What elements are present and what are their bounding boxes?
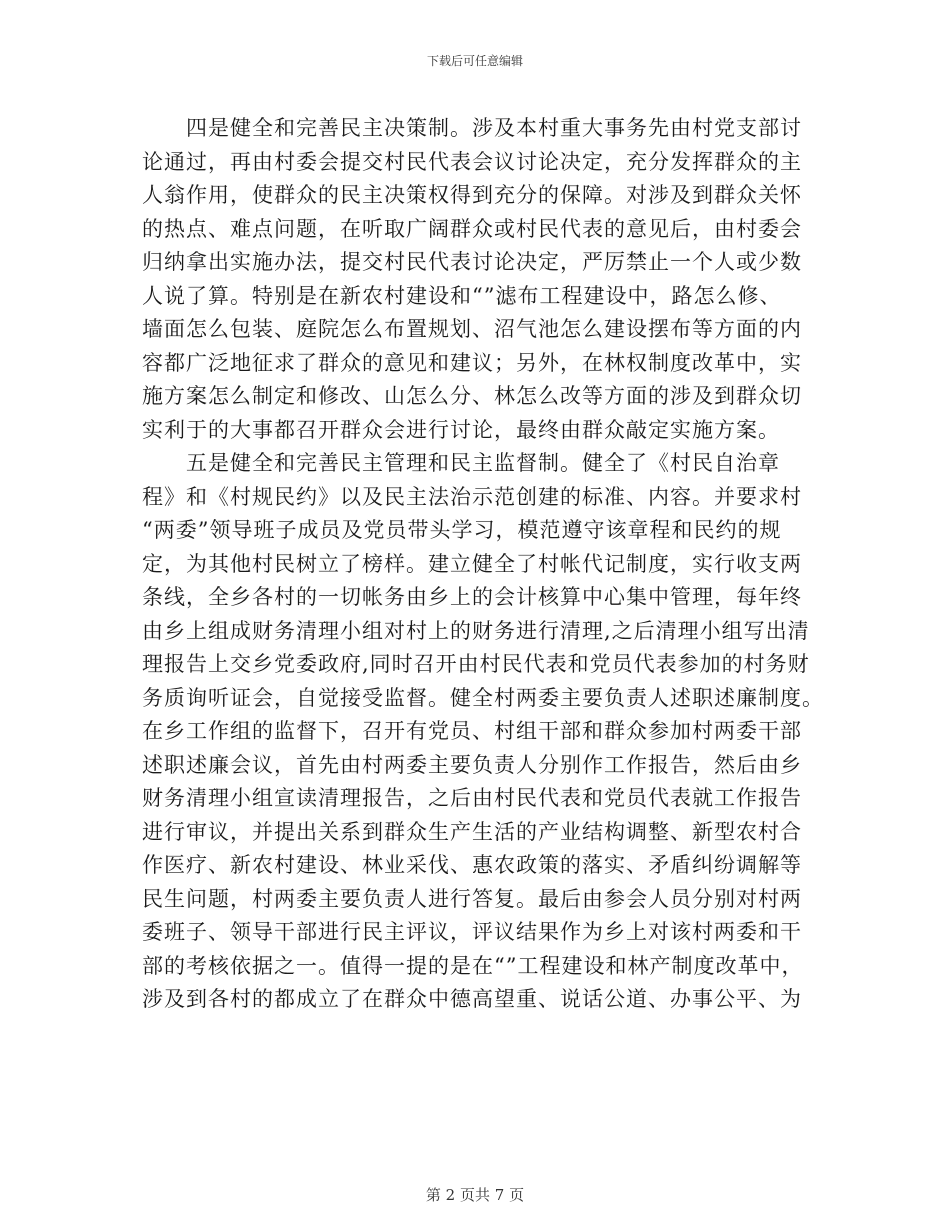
text-line: 施方案怎么制定和修改、山怎么分、林怎么改等方面的涉及到群众切: [142, 384, 802, 408]
paragraph-management-supervision: [142, 447, 824, 1017]
text-line: 务质询听证会，自觉接受监督。健全村两委主要负责人述职述廉制度。: [142, 685, 824, 710]
text-line: 人说了算。特别是在新农村建设和“”滤布工程建设中，路怎么修、: [142, 283, 782, 308]
text-line: “两委”领导班子成员及党员带头学习，模范遵守该章程和民约的规: [142, 518, 782, 542]
text-line: 定，为其他村民树立了榜样。建立健全了村帐代记制度，实行收支两: [142, 551, 802, 576]
text-line: 民生问题，村两委主要负责人进行答复。最后由参会人员分别对村两: [142, 886, 802, 911]
text-line: 作医疗、新农村建设、林业采伐、惠农政策的落实、矛盾纠纷调解等: [142, 853, 802, 877]
text-line: 条线，全乡各村的一切帐务由乡上的会计核算中心集中管理，每年终: [142, 585, 802, 609]
text-line: 容都广泛地征求了群众的意见和建议；另外，在林权制度改革中，实: [142, 350, 802, 375]
page-footer: 第 2 页共 7 页: [425, 1186, 525, 1204]
text-line: 述职述廉会议，首先由村两委主要负责人分别作工作报告，然后由乡: [142, 752, 802, 777]
document-body: [142, 112, 824, 1017]
text-line: 墙面怎么包装、庭院怎么布置规划、沼气池怎么建设摆布等方面的内: [142, 317, 802, 341]
text-line: 涉及到各村的都成立了在群众中德高望重、说话公道、办事公平、为: [142, 987, 802, 1011]
text-line: 理报告上交乡党委政府,同时召开由村民代表和党员代表参加的村务财: [142, 652, 810, 676]
text-line: 财务清理小组宣读清理报告，之后由村民代表和党员代表就工作报告: [142, 786, 802, 810]
paragraph-decision-system: [142, 112, 802, 447]
text-line: 进行审议，并提出关系到群众生产生活的产业结构调整、新型农村合: [142, 819, 802, 844]
text-line: 四是健全和完善民主决策制。涉及本村重大事务先由村党支部讨: [142, 116, 802, 140]
text-line: 的热点、难点问题，在听取广阔群众或村民代表的意见后，由村委会: [142, 216, 802, 241]
text-line: 程》和《村规民约》以及民主法治示范创建的标准、内容。并要求村: [142, 484, 802, 509]
text-line: 论通过，再由村委会提交村民代表会议讨论决定，充分发挥群众的主: [142, 149, 802, 174]
text-line: 委班子、领导干部进行民主评议，评议结果作为乡上对该村两委和干: [142, 920, 802, 944]
text-line: 实利于的大事都召开群众会进行讨论，最终由群众敲定实施方案。: [142, 417, 780, 442]
text-line: 归纳拿出实施办法，提交村民代表讨论决定，严厉禁止一个人或少数: [142, 250, 802, 274]
text-line: 五是健全和完善民主管理和民主监督制。健全了《村民自治章: [142, 451, 780, 475]
text-line: 在乡工作组的监督下，召开有党员、村组干部和群众参加村两委干部: [142, 719, 802, 743]
text-line: 人翁作用，使群众的民主决策权得到充分的保障。对涉及到群众关怀: [142, 183, 802, 207]
text-line: 由乡上组成财务清理小组对村上的财务进行清理,之后清理小组写出清: [142, 618, 810, 643]
text-line: 部的考核依据之一。值得一提的是在“”工程建设和林产制度改革中，: [142, 953, 804, 978]
page-header: 下载后可任意编辑: [426, 54, 523, 68]
